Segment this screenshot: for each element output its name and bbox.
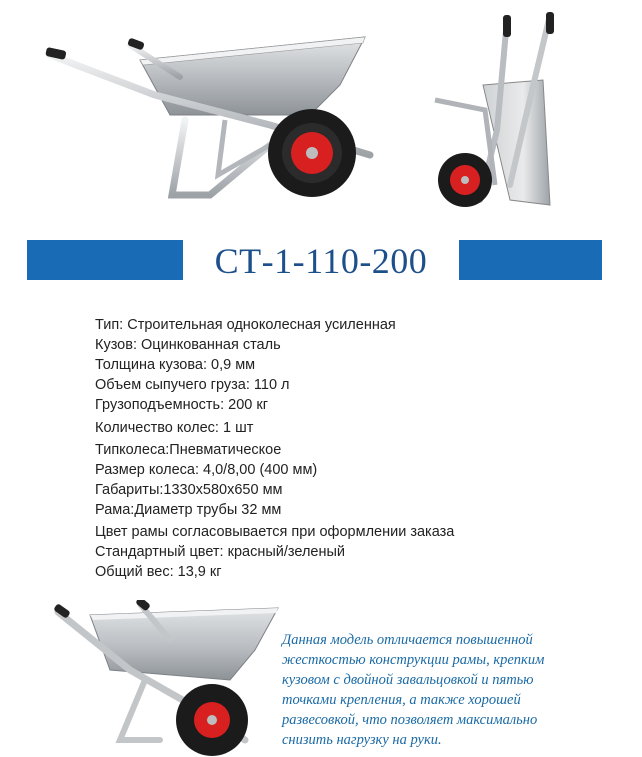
spec-type: Тип: Строительная одноколесная усиленная: [95, 317, 396, 333]
spec-frame: Рама:Диаметр трубы 32 мм: [95, 502, 282, 518]
spec-frame-color: Цвет рамы согласовывается при оформлении заказа: [95, 524, 455, 540]
title-band-right: [459, 240, 602, 280]
spec-wheel-count: Количество колес: 1 шт: [95, 420, 254, 436]
spec-standard-color: Стандартный цвет: красный/зеленый: [95, 544, 346, 560]
product-title: СТ-1-110-200: [214, 241, 428, 281]
title-band-left: [27, 240, 183, 280]
spec-dimensions: Габариты:1330х580х650 мм: [95, 482, 283, 498]
wheelbarrow-upright-image: [425, 10, 565, 220]
description-line: Данная модель отличается повышенной: [282, 632, 533, 648]
specifications-list: [95, 315, 615, 582]
spec-body: Кузов: Оцинкованная сталь: [95, 337, 281, 353]
spec-body-thickness: Толщина кузова: 0,9 мм: [95, 357, 256, 373]
description-line: развесовкой, что позволяет максимально: [282, 712, 538, 728]
description-line: снизить нагрузку на руки.: [282, 732, 442, 748]
spec-weight: Общий вес: 13,9 кг: [95, 564, 222, 580]
wheelbarrow-front-image: [50, 600, 285, 757]
description-line: жесткостью конструкции рамы, крепким: [282, 652, 545, 668]
description-line: кузовом с двойной завальцовкой и пятью: [282, 672, 534, 688]
product-description: [282, 630, 612, 750]
wheelbarrow-side-image: [40, 15, 385, 215]
description-line: точками крепления, а также хорошей: [282, 692, 521, 708]
spec-wheel-type: Типколеса:Пневматическое: [95, 442, 282, 458]
spec-volume: Объем сыпучего груза: 110 л: [95, 377, 290, 393]
spec-capacity: Грузоподъемность: 200 кг: [95, 397, 269, 413]
spec-wheel-size: Размер колеса: 4,0/8,00 (400 мм): [95, 462, 318, 478]
